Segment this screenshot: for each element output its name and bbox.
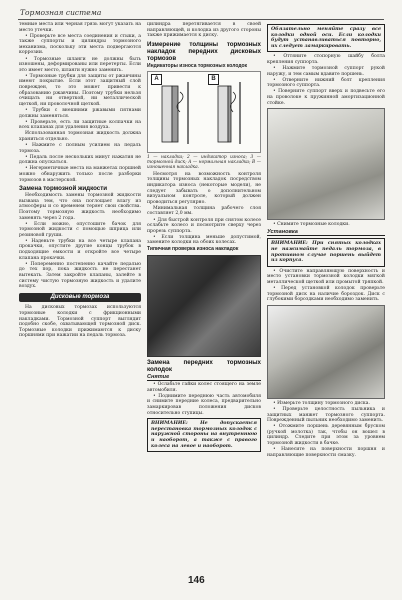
subheading-removal: Снятие [147,375,261,382]
paragraph: • Если можно, опустошите бачок для тормозной жидкости с помощью шприца или резиновой груши. [19,221,141,238]
paragraph: • Нажмите с полным усилием на педаль тормоза. [19,142,141,154]
paragraph: • Трубки с внешними ржавыми пятнами должны заменяться. [19,107,141,119]
paragraph: • Поверните суппорт вверх и подвесьте его на проволоке к пружинной амортизационной стойке. [267,89,385,106]
subheading-indicators: Индикаторы износа тормозных колодок [147,62,248,69]
paragraph: темные места или черная грязь могут указать на место утечки. [19,22,141,33]
paragraph: • Наденьте трубки на все четыре клапана прокачки, опустите другие концы трубок в подходящие емкости и откройте все четыре клапана прокачки. [19,238,141,261]
paragraph: • Попеременно постепенно качайте педалью до тех пор, пока жидкость не перестанет вытекать. Затем закройте клапаны, залейте в систему чистую тормозную жидкость и удалите воздух. [19,261,141,290]
caliper-photo [267,108,385,220]
section-heading-replace-fluid: Замена тормозной жидкости [19,185,108,193]
paragraph: • Негерметичные места на манжетах поршней можно обнаружить только после разборки тормозов в мастерской. [19,166,141,183]
paragraph: Использованная тормозная жидкость должна храниться отдельно. [19,131,141,142]
section-heading-replace-front: Замена передних тормозных колодок [147,358,261,373]
paragraph: • Поднимите переднюю часть автомобиля и снимите передние колеса, предварительно замаркировав положения дисков относительно ступицы. [147,393,261,416]
warning-box-install: ВНИМАНИЕ: При снятых колодках не нажимайте педаль тормоза, в противном случае поршень выйдет из корпуса. [267,238,385,266]
paragraph: Несмотря на возможность контроля толщины тормозных накладок посредством индикатора износа (некоторые модели), не следует забывать о дополнительном визуальном контроле, который должен проводиться регулярно. [147,171,261,205]
section-heading-measure: Измерение толщины тормозных накладок передних дисковых тормозов [147,40,261,62]
paragraph: • Нанесите на поверхности поршня и направляющие поверхности смазку. [267,447,385,458]
paragraph: • Проверьте целостность пыльника и защитных манжет тормозного суппорта. Поврежденный пыльник необходимо заменить. [267,406,385,424]
diagram-label-a: А [151,74,162,85]
paragraph: • Проверьте, есть ли защитные колпачки на всех клапанах для удаления воздуха. [19,119,141,131]
column-3 [267,22,385,459]
wear-indicator-diagram [147,71,261,153]
paragraph: • Если толщина меньше допустимой, замените колодки на обоих колесах. [147,234,261,246]
warning-box-top: Обязательно меняйте сразу все колодки одной оси. Если колодки будут устанавливаться повторно, их следует замаркировать. [267,24,385,52]
paragraph: • Педаль после нескольких минут нажатия не должна опускаться. [19,154,141,166]
column-2 [147,22,261,454]
paragraph: На дисковых тормозах используются тормозные колодки с фрикционными накладками. Тормозной суппорт выглядит подобно скобе, охватывающей тормозной диск. Тормозные колодки прижимаются к диску поршнями при нажатии на педаль тормоза. [19,305,141,339]
diagram-label-b: В [208,74,219,85]
column-1 [19,22,141,339]
section-banner-disc-brakes: Дисковые тормоза [19,293,141,303]
paragraph: • Перед установкой колодок проверьте тормозной диск на наличие бороздок. Диск с глубокими бороздками необходимо заменить. [267,286,385,303]
paragraph: • Тормозные шланги не должны быть изношены, деформированы или перетерты. Если это имеет место, шланги нужно заменить. [19,56,141,73]
figure-caption-photo: Типичная проверка износа накладок [147,246,239,252]
wear-check-photo [147,255,261,357]
warning-box: ВНИМАНИЕ: Не допускается перестановка тормозных колодок с наружной стороны на внутреннюю и наоборот, а также с правого колеса на левое и наоборот. [147,418,261,452]
paragraph: • Оттяните стопорную шайбу болта крепления суппорта. [267,54,385,65]
disc-measure-photo [267,305,385,399]
paragraph: цилиндра перетягивается в своей направляющей, и колодка из другого стороны также прижимается к диску. [147,22,261,39]
header-rule [18,19,384,20]
paragraph: Необходимость замены тормозной жидкости вызвана тем, что она поглощает влагу из атмосферы и со временем теряет свои свойства. Поэтому тормозную жидкость необходимо заменять через 2 года. [19,193,141,221]
figure-caption: 1 — накладка; 2 — индикатор износа; 3 — тормозной диск; А — нормальная накладка; В — изношенная накладка. [147,154,261,170]
paragraph: • Отверните нижний болт крепления тормозного суппорта. [267,77,385,89]
paragraph: • Очистите направляющую поверхность и место установки тормозной колодки мягкой металлической щеткой или промытой тряпкой. [267,268,385,285]
paragraph: • Ослабьте гайки колес стоящего на земле автомобиля. [147,382,261,393]
paragraph: • Для быстрой контроля при снятом колесе ослабьте колесо и посмотрите сверху через прорезь суппорта. [147,217,261,234]
paragraph: • Измерьте толщину тормозного диска. [273,400,371,406]
subheading-install: Установка [267,230,385,237]
paragraph: • Проверьте все места соединения и стыки, а также суппорты и цилиндры тормозного механизма, поскольку эти места подвергаются коррозии. [19,33,141,56]
paragraph: Минимальная толщина рабочего слоя составляет 2,0 мм. [147,205,261,217]
paragraph: • Отожмите поршень деревянным бруском (ручкой молотка) так, чтобы он вошел в цилиндр. Следите при этом за уровнем тормозной жидкости в бачке. [267,424,385,446]
running-header: Тормозная система [20,8,102,17]
brake-pad-sketch [148,72,260,150]
paragraph: • Нажмите тормозной суппорт рукой наружу, и тем самым вдавите поршень. [267,66,385,77]
page-number: 146 [188,575,205,586]
paragraph: • Тормозные трубки для защиты от ржавчины имеют покрытие. Если этот защитный слой поврежден, то это может привести к образованию ржавчины. Поэтому трубки нельзя очищать ни отверткой, ни металлической щеткой, ни проволочной щеткой. [19,73,141,107]
paragraph: • Снимите тормозные колодки. [273,222,350,228]
